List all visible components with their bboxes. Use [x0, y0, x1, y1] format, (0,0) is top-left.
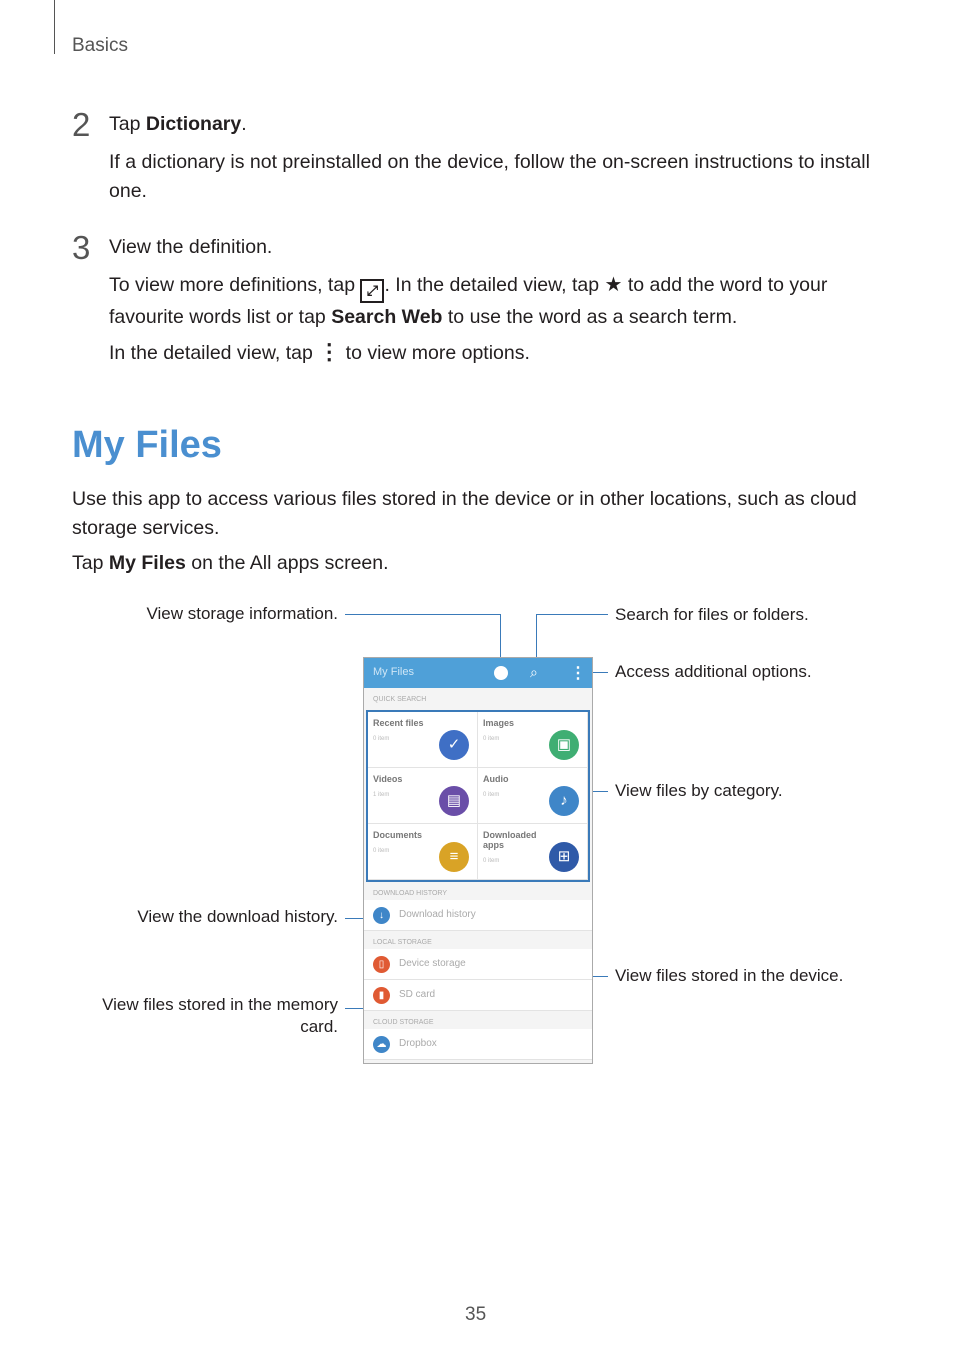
category-count: 0 item: [373, 848, 390, 854]
category-recent-files[interactable]: [368, 712, 478, 768]
cloud-storage-label: CLOUD STORAGE: [373, 1019, 434, 1026]
myfiles-intro: Use this app to access various files stored in the device or in other locations, such as cloud storage services.: [72, 488, 857, 539]
cloud-item[interactable]: [364, 1029, 592, 1060]
app-bar: [364, 658, 592, 688]
callout-category: View files by category.: [615, 781, 783, 800]
download-history-item[interactable]: [364, 900, 592, 931]
images-icon: ▣: [549, 730, 579, 760]
category-count: 0 item: [373, 736, 390, 742]
section-header: Basics: [72, 35, 128, 56]
category-label: Videos: [373, 774, 403, 784]
device-icon: ▯: [373, 956, 390, 973]
category-label: Documents: [373, 830, 423, 840]
category-count: 0 item: [483, 736, 500, 742]
category-videos[interactable]: [368, 768, 478, 824]
leader-storage-h: [345, 614, 501, 615]
audio-icon: ♪: [549, 786, 579, 816]
callout-options: Access additional options.: [615, 662, 812, 681]
device-storage-text: Device storage: [399, 958, 466, 969]
step3-paragraph-1: To view more definitions, tap ⤢ . In the detailed view, tap ★ to add the word to your favourite words list or tap Search Web to use the word as a search term.: [109, 274, 828, 328]
device-storage-item[interactable]: [364, 949, 592, 980]
step2-instruction: Tap Dictionary.: [109, 113, 247, 135]
app-title: My Files: [373, 666, 414, 678]
recent-files-icon: ✓: [439, 730, 469, 760]
star-icon: ★: [604, 274, 623, 296]
cloud-icon: ☁: [373, 1036, 390, 1053]
category-label: Downloaded apps: [483, 830, 537, 850]
more-options-icon[interactable]: ⋮: [570, 665, 586, 682]
download-history-label: DOWNLOAD HISTORY: [373, 890, 448, 897]
expand-icon: ⤢: [360, 279, 384, 303]
sd-card-icon: ▮: [373, 987, 390, 1004]
category-documents[interactable]: [368, 824, 478, 880]
step3-title: View the definition.: [109, 236, 273, 258]
step3-paragraph-2: In the detailed view, tap ⋮ to view more options.: [109, 339, 530, 364]
category-images[interactable]: [478, 712, 588, 768]
callout-device: View files stored in the device.: [615, 966, 844, 985]
category-label: Audio: [483, 774, 509, 784]
storage-icon[interactable]: [494, 666, 508, 680]
callout-storage-info: View storage information.: [146, 604, 338, 623]
search-icon[interactable]: ⌕: [530, 664, 538, 680]
sd-card-text: SD card: [399, 989, 436, 1000]
sd-card-item[interactable]: [364, 980, 592, 1011]
callout-download: View the download history.: [137, 907, 338, 926]
download-history-text: Download history: [399, 909, 476, 920]
margin-rule: [54, 0, 55, 54]
quick-search-label: QUICK SEARCH: [373, 696, 427, 703]
callout-search: Search for files or folders.: [615, 605, 809, 624]
videos-icon: ▤: [439, 786, 469, 816]
callout-memory-card: View files stored in the memory card.: [102, 995, 338, 1036]
step-number-3: 3: [72, 229, 91, 266]
category-count: 0 item: [483, 858, 500, 864]
category-count: 0 item: [483, 792, 500, 798]
phone-screenshot: [363, 657, 593, 1064]
downloaded-apps-icon: ⊞: [549, 842, 579, 872]
category-label: Images: [483, 718, 515, 728]
category-audio[interactable]: [478, 768, 588, 824]
category-downloaded-apps[interactable]: [478, 824, 588, 880]
cloud-item-text: Dropbox: [399, 1038, 437, 1049]
myfiles-tap-instruction: Tap My Files on the All apps screen.: [72, 552, 389, 574]
leader-search-h: [536, 614, 608, 615]
step-number-2: 2: [72, 106, 91, 143]
category-grid: [366, 710, 590, 882]
documents-icon: ≡: [439, 842, 469, 872]
download-icon: ↓: [373, 907, 390, 924]
section-title: My Files: [72, 424, 222, 466]
category-count: 1 item: [373, 792, 390, 798]
page-number: 35: [465, 1304, 487, 1325]
category-label: Recent files: [373, 718, 424, 728]
local-storage-label: LOCAL STORAGE: [373, 939, 432, 946]
more-options-icon: ⋮: [318, 339, 341, 364]
step2-note: If a dictionary is not preinstalled on the device, follow the on-screen instructions to install one.: [109, 151, 870, 202]
